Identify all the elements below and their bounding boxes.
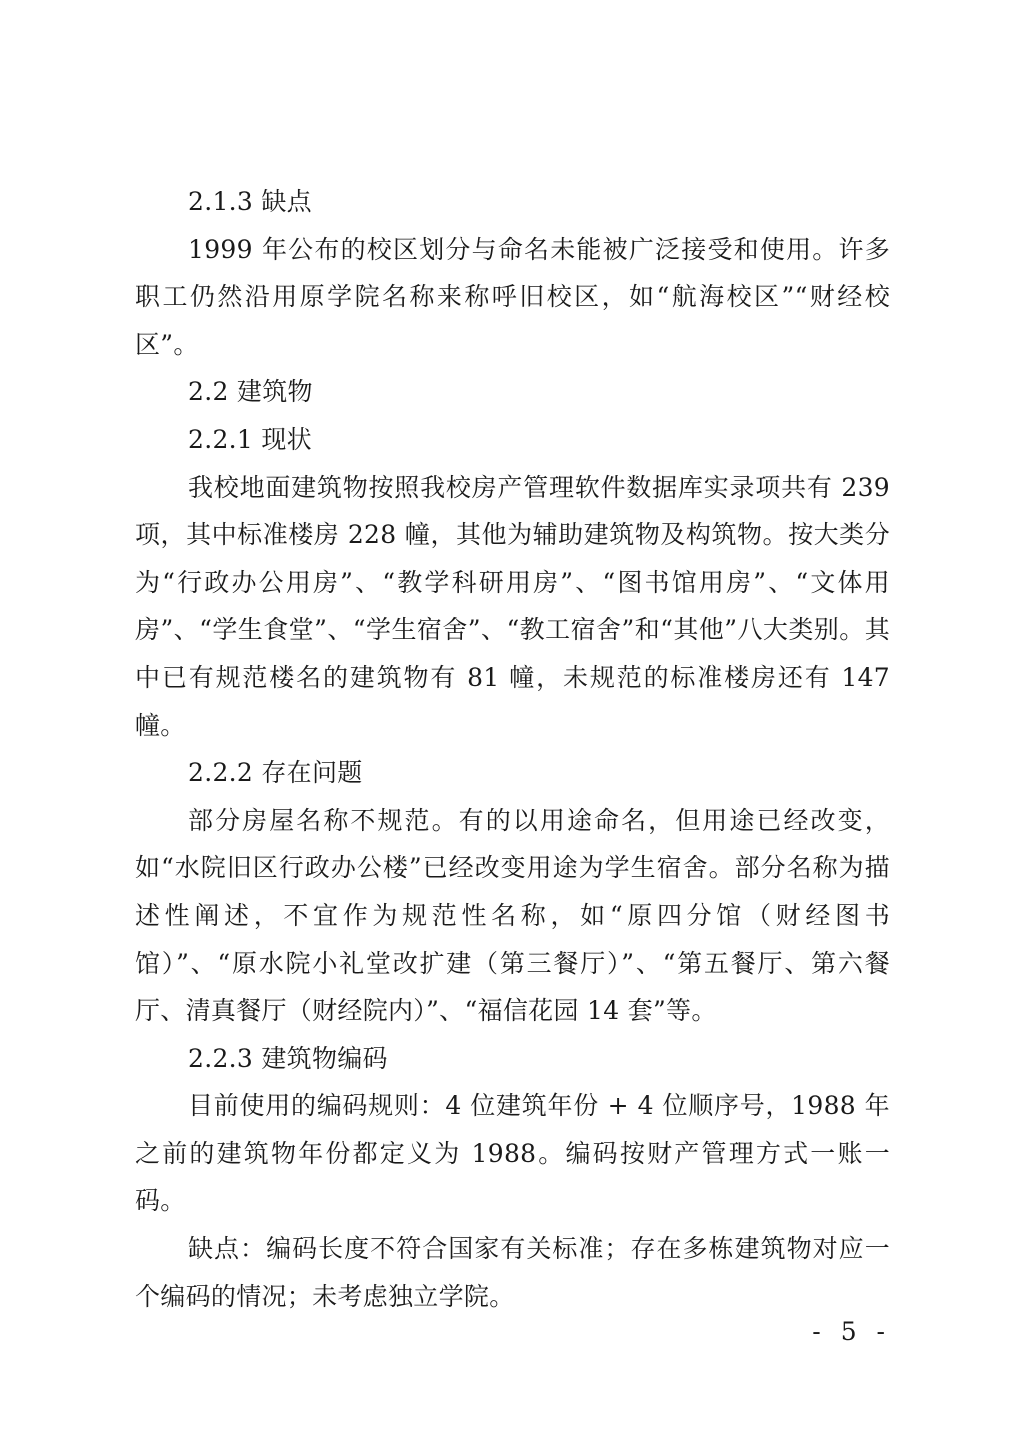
heading-2-2-1: 2.2.1 现状 xyxy=(188,424,312,454)
heading-2-2-3: 2.2.3 建筑物编码 xyxy=(188,1043,388,1073)
para-coding-rules: 目前使用的编码规则：4 位建筑年份 + 4 位顺序号，1988 年之前的建筑物年份都定义为 1988。编码按财产管理方式一账一码。 xyxy=(135,1091,890,1216)
page-number: - 5 - xyxy=(812,1317,891,1346)
para-naming-problems: 部分房屋名称不规范。有的以用途命名，但用途已经改变，如“水院旧区行政办公楼”已经改变用途为学生宿舍。部分名称为描述性阐述，不宜作为规范性名称，如“原四分馆（财经图书馆）”、“原水院小礼堂改扩建（第三餐厅）”、“第五餐厅、第六餐厅、清真餐厅（财经院内）”、“福信花园 14 套”等。 xyxy=(135,805,890,1026)
para-coding-drawbacks: 缺点：编码长度不符合国家有关标准；存在多栋建筑物对应一个编码的情况；未考虑独立学院。 xyxy=(135,1234,890,1311)
document-body xyxy=(135,178,890,1320)
para-building-status: 我校地面建筑物按照我校房产管理软件数据库实录项共有 239 项，其中标准楼房 228 幢，其他为辅助建筑物及构筑物。按大类分为“行政办公用房”、“教学科研用房”、“图书馆用房”、“文体用房”、“学生食堂”、“学生宿舍”、“教工宿舍”和“其他”八大类别。其中已有规范楼名的建筑物有 81 幢，未规范的标准楼房还有 147 幢。 xyxy=(135,472,890,740)
para-campus-naming: 1999 年公布的校区划分与命名未能被广泛接受和使用。许多职工仍然沿用原学院名称来称呼旧校区，如“航海校区”“财经校区”。 xyxy=(135,234,890,359)
heading-2-1-3: 2.1.3 缺点 xyxy=(188,187,312,216)
heading-2-2-2: 2.2.2 存在问题 xyxy=(188,758,363,788)
heading-2-2: 2.2 建筑物 xyxy=(188,377,313,407)
